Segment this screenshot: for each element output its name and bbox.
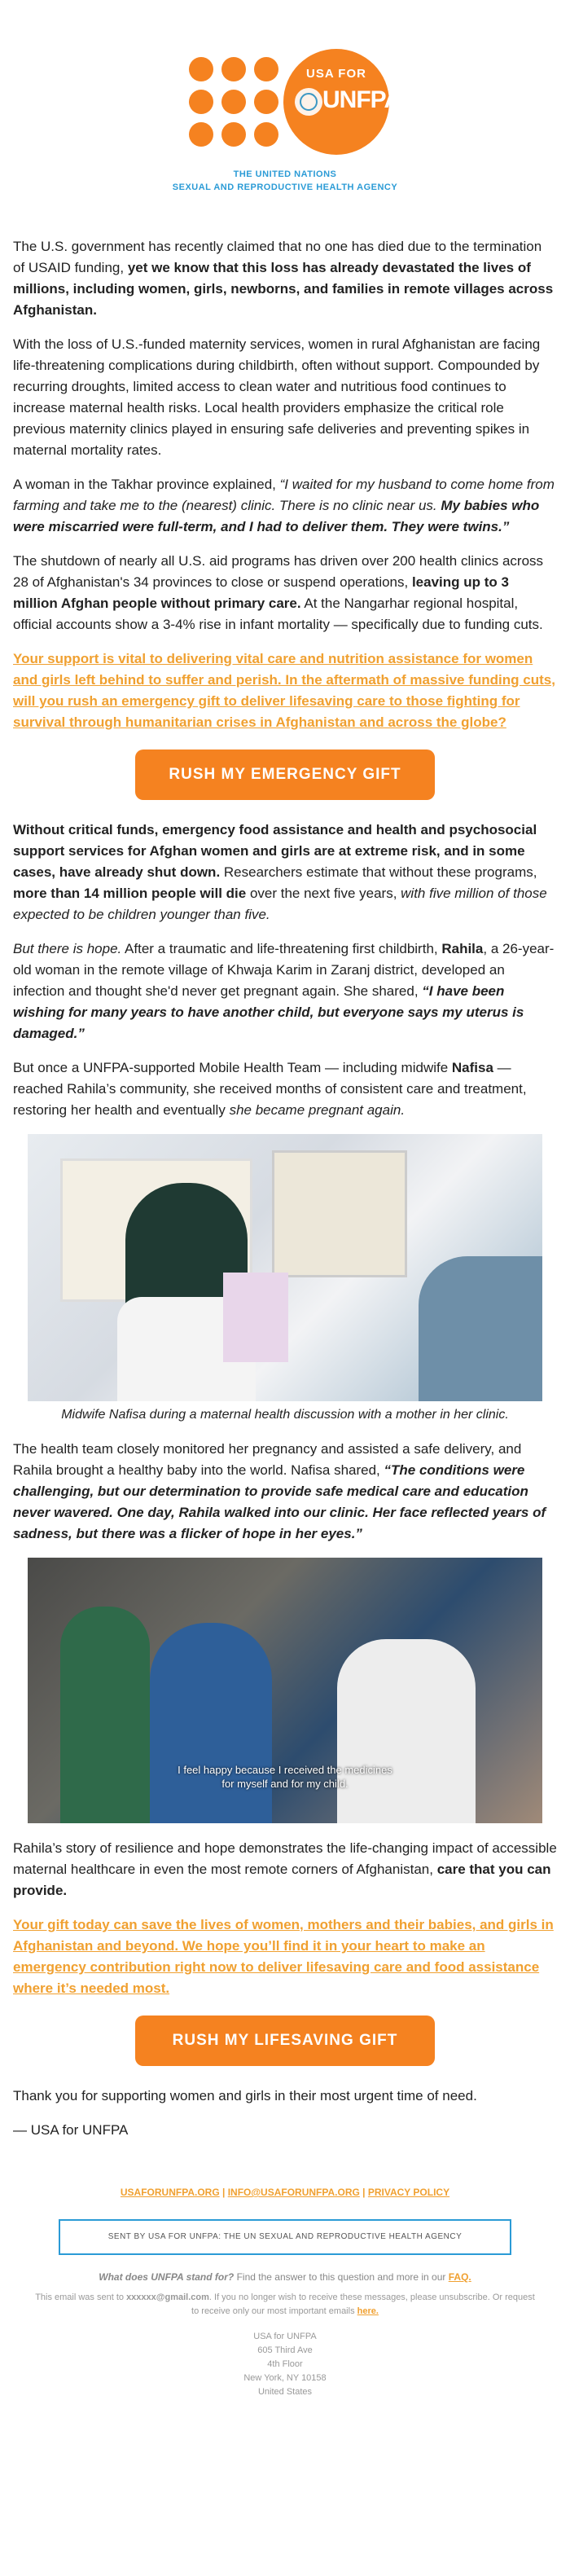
address-line: 4th Floor — [267, 2359, 303, 2369]
bold-italic-quote: My babies who were miscarried were full-term, and I had to deliver them. They were twins.” — [13, 498, 540, 534]
logo-subtitle-line2: SEXUAL AND REPRODUCTIVE HEALTH AGENCY — [172, 182, 398, 192]
text: , a 26-year-old woman in the remote village of Khwaja Karim in Zaranj district, developed an infection and thought she'd never get pregnant again. She shared, — [13, 941, 555, 999]
text: Find the answer to this question and more in our — [234, 2271, 449, 2283]
paragraph-clinic-shutdown — [13, 551, 557, 635]
italic-quote: “I waited for my husband to come home from farming and take me to the (nearest) clinic. There is no clinic near us. — [13, 477, 555, 513]
logo-unfpa: UNFPA — [322, 86, 401, 113]
footer-links — [0, 2187, 570, 2198]
appeal-link-1[interactable] — [13, 648, 557, 733]
text: But once a UNFPA-supported Mobile Health Team — including midwife — [13, 1060, 452, 1075]
logo-subtitle-line1: THE UNITED NATIONS — [233, 169, 337, 179]
video-subtitle-line1: I feel happy because I received the medicines — [178, 1764, 392, 1776]
bold-name: Nafisa — [451, 1060, 493, 1075]
logo-badge — [283, 49, 401, 155]
text: — reached Rahila’s community, she received months of consistent care and treatment, restoring her health and eventually — [13, 1060, 527, 1118]
woman-blue-figure — [150, 1623, 272, 1823]
email-body — [0, 236, 570, 1121]
address-line: New York, NY 10158 — [243, 2373, 327, 2383]
recipient-email: xxxxxx@gmail.com — [126, 2292, 209, 2302]
cta-wrap-1 — [13, 750, 557, 800]
text: At the Nangarhar regional hospital, official accounts show a 3-4% rise in infant mortality — specifically due to funding cuts. — [13, 596, 543, 632]
text: Researchers estimate that without these programs, — [220, 864, 537, 880]
photo-caption: Midwife Nafisa during a maternal health discussion with a mother in her clinic. — [61, 1408, 509, 1422]
doctor-figure — [337, 1639, 476, 1823]
email-body-3 — [0, 1828, 570, 2141]
website-link[interactable]: USAFORUNFPA.ORG — [120, 2187, 220, 2198]
text: This email was sent to — [35, 2292, 127, 2302]
video-subtitle — [28, 1763, 542, 1791]
mailing-address — [0, 2330, 570, 2432]
mother-figure — [419, 1256, 542, 1401]
text: . If you no longer wish to receive these messages, please unsubscribe. Or request to receive only our most important emails — [191, 2292, 535, 2316]
bold-text: leaving up to 3 million Afghan people without primary care. — [13, 574, 509, 611]
rush-emergency-gift-button[interactable]: RUSH MY EMERGENCY GIFT — [135, 750, 435, 800]
logo-usa-for: USA FOR — [306, 67, 366, 81]
email-link[interactable]: INFO@USAFORUNFPA.ORG — [227, 2187, 360, 2198]
separator: | — [219, 2187, 228, 2198]
text: The U.S. government has recently claimed that no one has died due to the termination of USAID funding, — [13, 239, 542, 275]
address-line: 605 Third Ave — [257, 2345, 313, 2355]
paragraph-critical-funds — [13, 820, 557, 925]
faq-question: What does UNFPA stand for? — [99, 2271, 235, 2283]
pamphlet — [223, 1273, 288, 1362]
faq-line — [0, 2271, 570, 2283]
clinic-photo — [28, 1558, 542, 1823]
privacy-policy-link[interactable]: PRIVACY POLICY — [367, 2187, 450, 2198]
midwife-nafisa-photo — [28, 1134, 542, 1401]
bold-text: Without critical funds, emergency food assistance and health and psychosocial support services for Afghan women and girls are at extreme risk, and in some cases, have already shut down. — [13, 822, 537, 880]
paragraph-usaid-claim — [13, 236, 557, 321]
woman-green-figure — [60, 1607, 150, 1823]
poster-image — [272, 1150, 407, 1277]
paragraph-maternity-loss: With the loss of U.S.-funded maternity services, women in rural Afghanistan are facing life-threatening complications during childbirth, often without support. Compounded by recurring droughts, limited access to clean water and nutritious food continues to increase maternal health risks. Local health providers emphasize the critical role previous maternity clinics played in ensuring safe deliveries and preventing spikes in maternal mortality rates. — [13, 336, 541, 458]
text: A woman in the Takhar province explained, — [13, 477, 280, 492]
footer — [0, 2154, 570, 2432]
header — [0, 0, 570, 236]
text: over the next five years, — [246, 886, 401, 901]
bold-name: Rahila — [441, 941, 484, 956]
sent-by-box: SENT BY USA FOR UNFPA: THE UN SEXUAL AND REPRODUCTIVE HEALTH AGENCY — [59, 2219, 511, 2255]
paragraph-takhar-quote — [13, 474, 557, 538]
italic-text: she became pregnant again. — [229, 1102, 406, 1118]
thank-you-text: Thank you for supporting women and girls in their most urgent time of need. — [13, 2088, 477, 2103]
unsubscribe-notice — [0, 2291, 570, 2319]
italic-text: with five million of those expected to be children younger than five. — [13, 886, 547, 922]
faq-link[interactable]: FAQ. — [448, 2271, 471, 2283]
paragraph-mobile-health-team — [13, 1057, 557, 1121]
paragraph-nafisa-quote — [13, 1439, 557, 1545]
text: After a traumatic and life-threatening first childbirth, — [121, 941, 442, 956]
appeal-link-text[interactable]: Your gift today can save the lives of women, mothers and their babies, and girls in Afghanistan and beyond. We hope you’ll find it in your heart to make an emergency contribution right now to deliver lifesaving care and food assistance where it’s needed most. — [13, 1917, 554, 1996]
bold-text: yet we know that this loss has already devastated the lives of millions, including women, girls, newborns, and families in remote villages across Afghanistan. — [13, 260, 554, 318]
rush-lifesaving-gift-button[interactable]: RUSH MY LIFESAVING GIFT — [135, 2016, 435, 2066]
paragraph-rahila-story — [13, 939, 557, 1044]
bold-text: more than 14 million people will die — [13, 886, 247, 901]
appeal-link-text[interactable]: Your support is vital to delivering vital care and nutrition assistance for women and girls left behind to suffer and perish. In the aftermath of massive funding cuts, will you rush an emergency gift to deliver lifesaving care to those fighting for survival through humanitarian crises in Afghanistan and across the globe? — [13, 651, 555, 730]
appeal-link-2[interactable] — [13, 1914, 557, 1999]
bold-text: care that you can provide. — [13, 1862, 551, 1898]
video-subtitle-line2: for myself and for my child. — [221, 1778, 349, 1790]
paragraph-resilience — [13, 1838, 557, 1901]
cta-wrap-2 — [13, 2016, 557, 2066]
address-line: United States — [257, 2387, 313, 2397]
preferences-link[interactable]: here. — [357, 2306, 379, 2316]
signoff-text: — USA for UNFPA — [13, 2122, 129, 2138]
text: The health team closely monitored her pregnancy and assisted a safe delivery, and Rahila brought a healthy baby into the world. Nafisa shared, — [13, 1441, 522, 1478]
address-line: USA for UNFPA — [253, 2332, 317, 2341]
un-emblem-icon — [295, 88, 322, 116]
email-body-2 — [0, 1439, 570, 1545]
text: Rahila’s story of resilience and hope demonstrates the life-changing impact of accessible maternal healthcare in even the most remote corners of Afghanistan, — [13, 1840, 557, 1877]
bold-italic-quote: “The conditions were challenging, but our determination to provide safe medical care and education never wavered. One day, Rahila walked into our clinic. Her face reflected years of sadness, but there was a flicker of hope in her eyes.” — [13, 1462, 546, 1541]
separator: | — [359, 2187, 368, 2198]
text: The shutdown of nearly all U.S. aid programs has driven over 200 health clinics across 28 of Afghanistan's 34 provinces to close or suspend operations, — [13, 553, 544, 590]
italic-text: But there is hope. — [13, 941, 122, 956]
bold-italic-quote: “I have been wishing for many years to have another child, but everyone says my uterus is damaged.” — [13, 983, 524, 1041]
